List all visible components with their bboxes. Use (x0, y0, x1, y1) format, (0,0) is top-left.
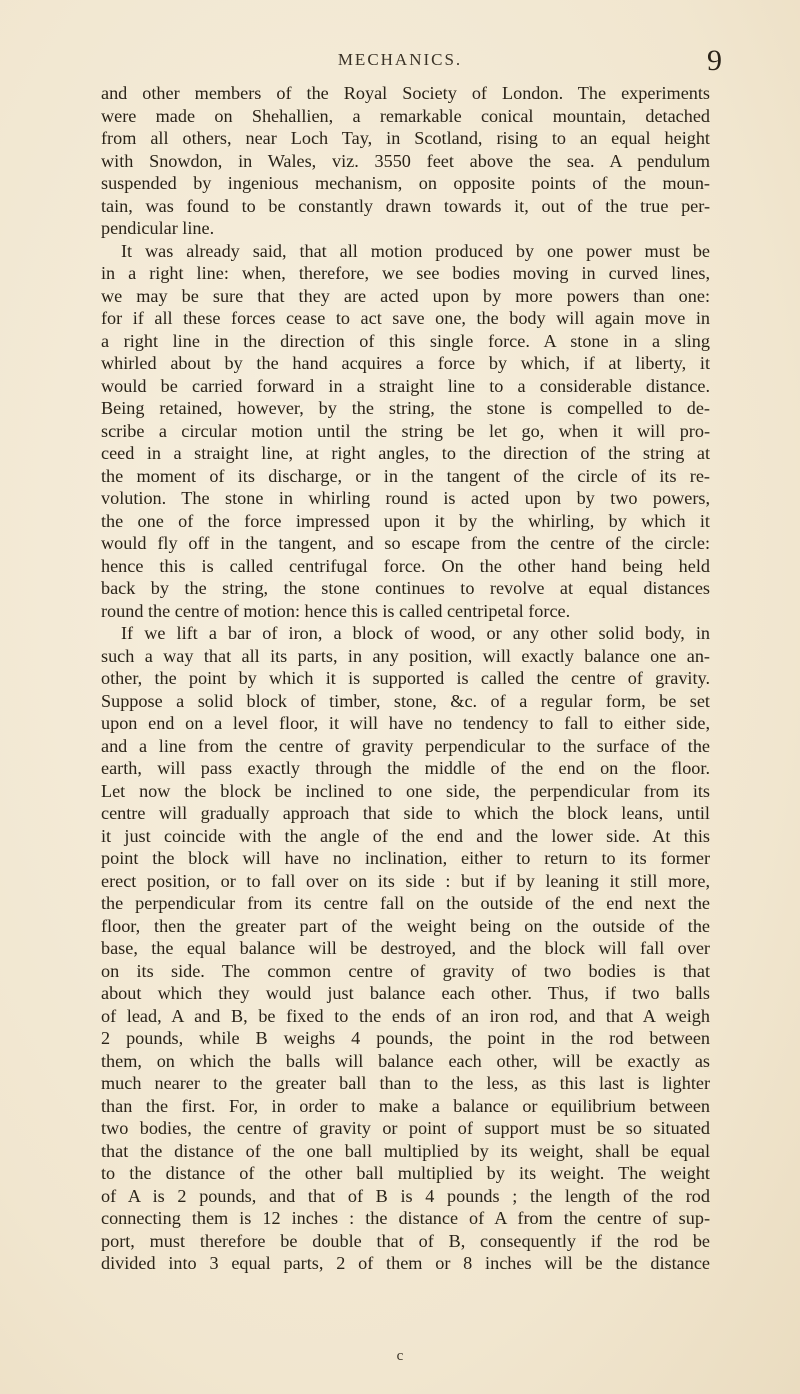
text-line: the moment of its discharge, or in the tangent of the circle of its re- (101, 465, 710, 486)
text-line: suspended by ingenious mechanism, on opposite points of the moun- (101, 173, 710, 193)
text-line: Suppose a solid block of timber, stone, &c. of a regular form, be set (101, 690, 710, 711)
text-line: It was already said, that all motion produced by one power must be (121, 240, 710, 261)
text-line: it just coincide with the angle of the end and the lower side. At this (101, 825, 710, 846)
text-line: volution. The stone in whirling round is acted upon by two powers, (101, 488, 710, 508)
text-line: and other members of the Royal Society of London. The experiments (101, 83, 710, 103)
text-line: two bodies, the centre of gravity or point of support must be so situated (101, 1118, 710, 1138)
text-line: 2 pounds, while B weighs 4 pounds, the point in the rod between (101, 1028, 710, 1048)
text-line: the perpendicular from its centre fall on the outside of the end next the (101, 893, 710, 913)
running-title: MECHANICS. (337, 50, 463, 69)
text-line: port, must therefore be double that of B, consequently if the rod be (101, 1230, 710, 1251)
text-line: If we lift a bar of iron, a block of wood, or any other solid body, in (121, 623, 710, 643)
text-line: Being retained, however, by the string, the stone is compelled to de- (101, 398, 710, 418)
text-line: and a line from the centre of gravity perpendicular to the surface of the (101, 735, 710, 756)
text-line: base, the equal balance will be destroyed, and the block will fall over (101, 938, 710, 958)
text-line: earth, will pass exactly through the middle of the end on the floor. (101, 758, 710, 778)
text-line: with Snowdon, in Wales, viz. 3550 feet above the sea. A pendulum (101, 150, 710, 171)
text-line: were made on Shehallien, a remarkable conical mountain, detached (101, 105, 710, 126)
text-line: scribe a circular motion until the string be let go, when it will pro- (101, 420, 710, 441)
text-line: other, the point by which it is supported is called the centre of gravity. (101, 668, 710, 688)
text-line: to the distance of the other ball multiplied by its weight. The weight (101, 1163, 710, 1183)
text-line: of A is 2 pounds, and that of B is 4 pounds ; the length of the rod (101, 1185, 710, 1206)
text-line: about which they would just balance each other. Thus, if two balls (101, 983, 710, 1003)
text-line: such a way that all its parts, in any position, will exactly balance one an- (101, 645, 710, 666)
text-line: of lead, A and B, be fixed to the ends of an iron rod, and that A weigh (101, 1005, 710, 1026)
text-line: hence this is called centrifugal force. On the other hand being held (101, 555, 710, 576)
text-line: than the first. For, in order to make a balance or equilibrium between (101, 1095, 710, 1116)
running-head (0, 44, 800, 84)
text-line: centre will gradually approach that side to which the block leans, until (101, 803, 710, 823)
text-line: for if all these forces cease to act save one, the body will again move in (101, 308, 710, 328)
text-line: erect position, or to fall over on its side : but if by leaning it still more, (101, 870, 710, 891)
text-line: the one of the force impressed upon it by the whirling, by which it (101, 510, 710, 531)
text-line: ceed in a straight line, at right angles, to the direction of the string at (101, 443, 710, 463)
text-line: tain, was found to be constantly drawn towards it, out of the true per- (101, 195, 710, 216)
text-line: that the distance of the one ball multiplied by its weight, shall be equal (101, 1140, 710, 1161)
text-line: from all others, near Loch Tay, in Scotland, rising to an equal height (101, 128, 710, 148)
text-line: we may be sure that they are acted upon by more powers than one: (101, 285, 710, 306)
text-line: point the block will have no inclination, either to return to its former (101, 848, 710, 868)
text-line: in a right line: when, therefore, we see bodies moving in curved lines, (101, 263, 710, 283)
text-line: upon end on a level floor, it will have no tendency to fall to either side, (101, 713, 710, 733)
text-line: floor, then the greater part of the weight being on the outside of the (101, 915, 710, 936)
text-line: divided into 3 equal parts, 2 of them or 8 inches will be the distance (101, 1253, 710, 1273)
text-line: back by the string, the stone continues to revolve at equal distances (101, 578, 710, 598)
text-line: would fly off in the tangent, and so escape from the centre of the circle: (101, 533, 710, 553)
text-line: whirled about by the hand acquires a force by which, if at liberty, it (101, 353, 710, 373)
text-line: much nearer to the greater ball than to the less, as this last is lighter (101, 1073, 710, 1093)
page-number: 9 (707, 44, 722, 77)
body-text (101, 82, 710, 1275)
text-line: on its side. The common centre of gravity of two bodies is that (101, 960, 710, 981)
text-line: pendicular line. (101, 218, 215, 238)
text-line: them, on which the balls will balance each other, will be exactly as (101, 1050, 710, 1071)
text-line: connecting them is 12 inches : the distance of A from the centre of sup- (101, 1208, 710, 1228)
text-line: Let now the block be inclined to one side, the perpendicular from its (101, 780, 710, 801)
text-line: round the centre of motion: hence this is called centripetal force. (101, 600, 571, 621)
text-line: would be carried forward in a straight line to a considerable distance. (101, 375, 710, 396)
text-line: a right line in the direction of this single force. A stone in a sling (101, 330, 710, 351)
signature-mark: c (396, 1348, 404, 1364)
